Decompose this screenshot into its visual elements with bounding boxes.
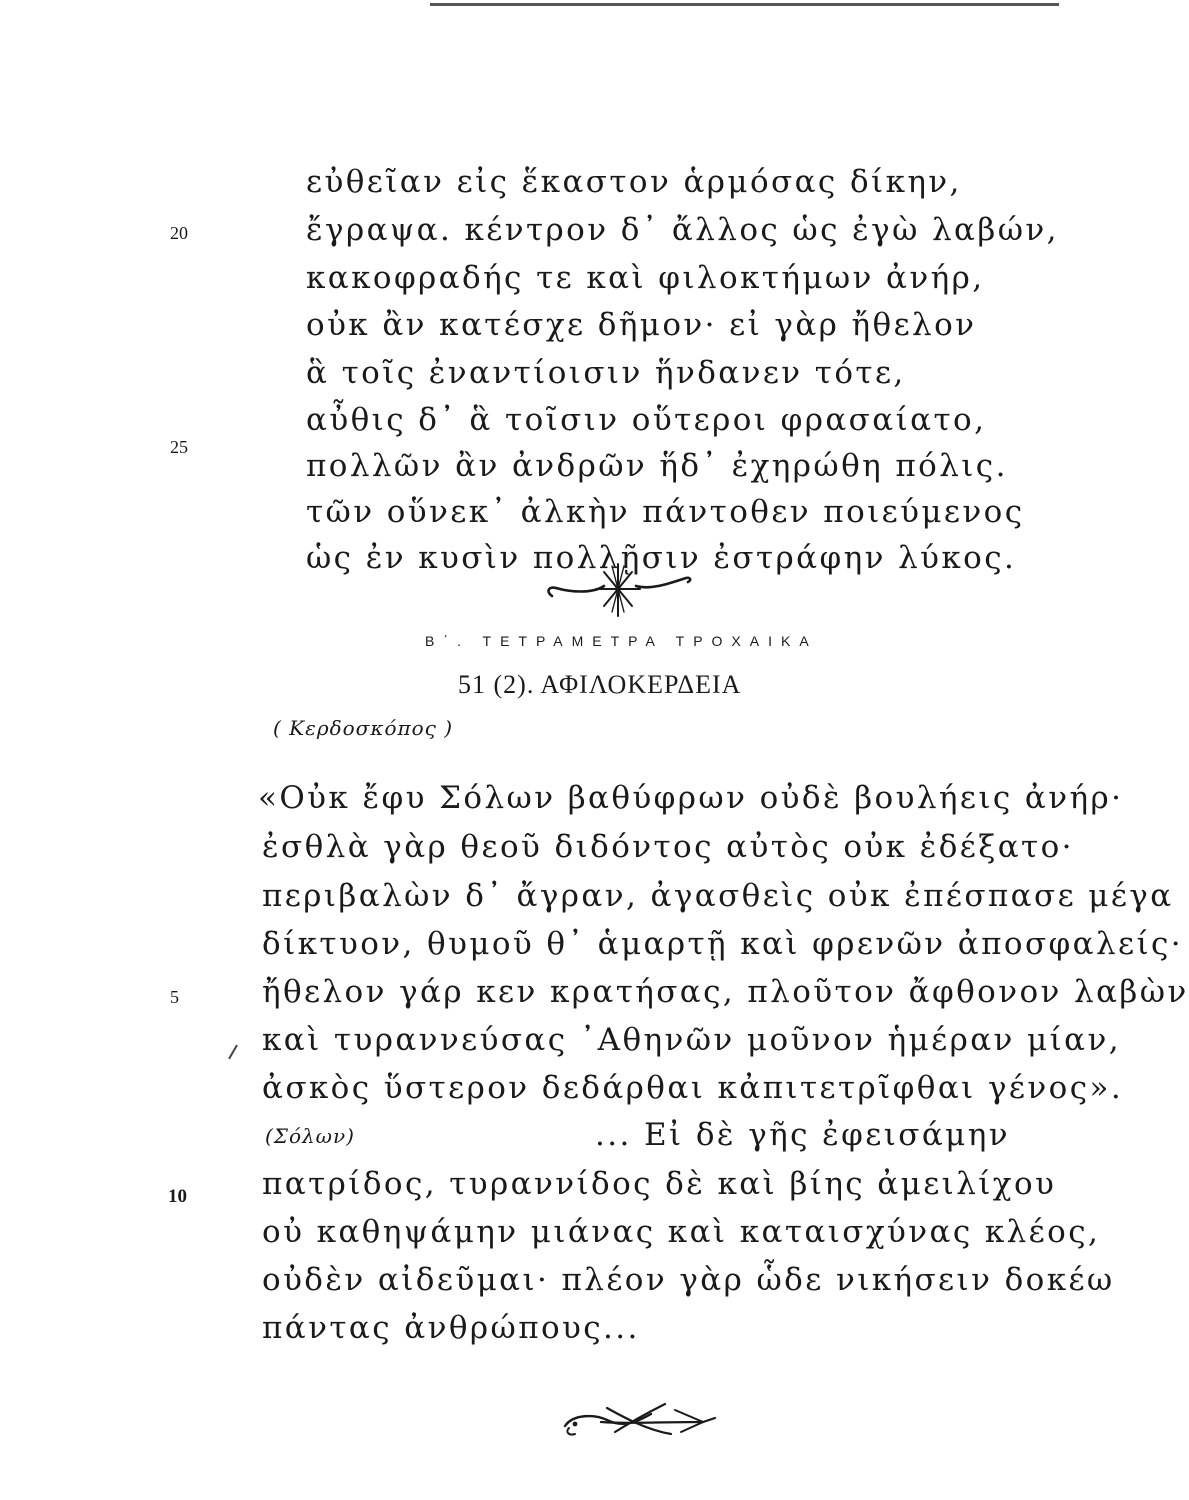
- verse-line: οὐκ ἂν κατέσχε δῆμον· εἰ γὰρ ἤθελον: [306, 307, 977, 343]
- verse-line: κακοφραδής τε καὶ φιλοκτήμων ἀνήρ,: [306, 260, 985, 296]
- verse-line: ἐσθλὰ γὰρ θεοῦ διδόντος αὐτὸς οὐκ ἐδέξατο·: [262, 829, 1074, 865]
- verse-line: πολλῶν ἂν ἀνδρῶν ἥδ᾽ ἐχηρώθη πόλις.: [306, 448, 1008, 484]
- verse-line: εὐθεῖαν εἰς ἕκαστον ἁρμόσας δίκην,: [306, 164, 962, 200]
- ornament-star-flourish: [540, 556, 700, 628]
- verse-line: περιβαλὼν δ᾽ ἄγραν, ἀγασθεὶς οὐκ ἐπέσπασε μέγα: [262, 878, 1174, 914]
- verse-line: πατρίδος, τυραννίδος δὲ καὶ βίης ἀμειλίχου: [262, 1166, 1057, 1202]
- poem-title: 51 (2). ΑΦΙΛΟΚΕΡΔΕΙΑ: [458, 670, 742, 699]
- line-number: 5: [170, 987, 179, 1007]
- line-number: 20: [170, 223, 188, 243]
- verse-line: ὡς ἐν κυσὶν πολλῇσιν ἐστράφην λύκος.: [306, 540, 1017, 576]
- line-number: 25: [170, 437, 188, 457]
- verse-line: «Οὐκ ἔφυ Σόλων βαθύφρων οὐδὲ βουλήεις ἀνήρ·: [258, 780, 1124, 816]
- verse-line: ... Εἰ δὲ γῆς ἐφεισάμην: [595, 1117, 1010, 1153]
- verse-line: αὖθις δ᾽ ἃ τοῖσιν οὕτεροι φρασαίατο,: [306, 402, 987, 438]
- verse-line: καὶ τυραννεύσας ᾽Αθηνῶν μοῦνον ἡμέραν μίαν,: [262, 1022, 1121, 1058]
- line-number: 10: [168, 1186, 187, 1207]
- speaker-label: ( Κερδοσκόπος ): [273, 716, 454, 740]
- margin-mark: [228, 1045, 238, 1060]
- section-heading: Β΄. ΤΕΤΡΑΜΕΤΡΑ ΤΡΟΧΑΙΚΑ: [425, 633, 818, 649]
- verse-line: οὐ καθηψάμην μιάνας καὶ καταισχύνας κλέος,: [262, 1214, 1101, 1250]
- verse-line: ἤθελον γάρ κεν κρατήσας, πλοῦτον ἄφθονον λαβὼν: [262, 974, 1189, 1010]
- speaker-label: (Σόλων): [265, 1124, 355, 1148]
- verse-line: ἃ τοῖς ἐναντίοισιν ἥνδανεν τότε,: [306, 355, 906, 391]
- verse-line: ἀσκὸς ὕστερον δεδάρθαι κἀπιτετρῖφθαι γένος».: [262, 1070, 1124, 1106]
- verse-line: οὐδὲν αἰδεῦμαι· πλέον γὰρ ὧδε νικήσειν δοκέω: [262, 1262, 1115, 1298]
- top-edge-rule: [430, 3, 1059, 6]
- verse-line: δίκτυον, θυμοῦ θ᾽ ἁμαρτῇ καὶ φρενῶν ἀποσφαλείς·: [262, 926, 1184, 962]
- verse-line: πάντας ἀνθρώπους...: [262, 1310, 640, 1346]
- verse-line: τῶν οὕνεκ᾽ ἀλκὴν πάντοθεν ποιεύμενος: [306, 494, 1025, 530]
- verse-line: ἔγραψα. κέντρον δ᾽ ἄλλος ὡς ἐγὼ λαβών,: [306, 212, 1059, 248]
- ornament-flourish: [555, 1392, 725, 1452]
